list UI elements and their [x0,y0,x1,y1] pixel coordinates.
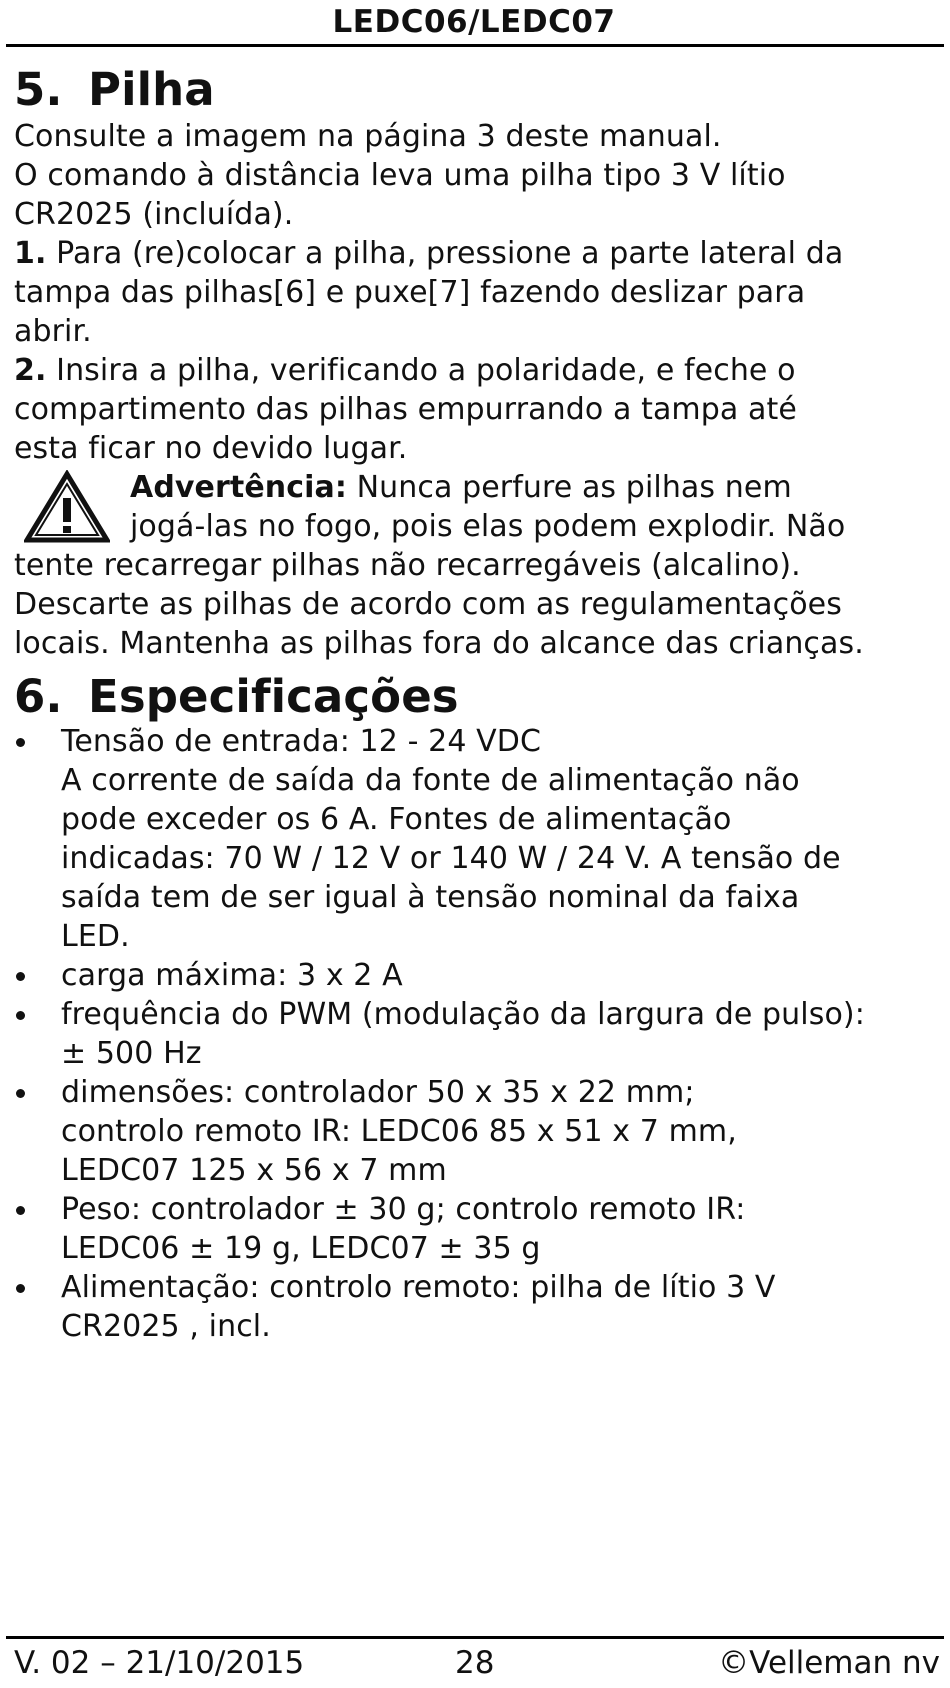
step-text: tampa das pilhas[6] e puxe[7] fazendo deslizar para [14,275,806,310]
step-text: Insira a pilha, verificando a polaridade, e feche o [56,353,796,388]
warning-text: tente recarregar pilhas não recarregáveis (alcalino). [14,548,801,583]
footer-version: V. 02 – 21/10/2015 [14,1645,305,1681]
step-number: 1. [14,236,47,271]
step-text: compartimento das pilhas empurrando a tampa até [14,392,797,427]
content [14,63,939,1346]
step-number: 2. [14,353,47,388]
intro-line: O comando à distância leva uma pilha tipo 3 V lítio [14,158,786,193]
list-item: Alimentação: controlo remoto: pilha de lítio 3 V CR2025 , incl. [14,1268,939,1346]
warning-triangle-icon [24,470,110,544]
bullet-icon [16,1011,25,1020]
section-battery-heading [14,63,939,116]
warning-text: Descarte as pilhas de acordo com as regulamentações [14,587,842,622]
section-specs-heading [14,670,939,723]
specs-list [14,722,939,1346]
list-item: carga máxima: 3 x 2 A [14,956,939,995]
header-title: LEDC06/LEDC07 [332,4,616,40]
header-divider [6,44,944,47]
bullet-icon [16,1089,25,1098]
step-text: esta ficar no devido lugar. [14,431,408,466]
section-number: 5. [14,63,63,116]
warning-text: locais. Mantenha as pilhas fora do alcance das crianças. [14,626,864,661]
bullet-icon [16,972,25,981]
step-text: abrir. [14,314,92,349]
warning-text: Nunca perfure as pilhas nem [356,470,792,505]
warning-text: jogá-las no fogo, pois elas podem explodir. Não [130,509,846,544]
section-title: Pilha [88,63,215,116]
intro-line: Consulte a imagem na página 3 deste manual. [14,119,722,154]
footer-page-number: 28 [455,1645,495,1681]
intro-line: CR2025 (incluída). [14,197,294,232]
battery-warning [14,468,939,663]
step-1 [14,234,939,351]
list-item: dimensões: controlador 50 x 35 x 22 mm; controlo remoto IR: LEDC06 85 x 51 x 7 mm, LEDC07 125 x 56 x 7 mm [14,1073,939,1190]
section-number: 6. [14,670,63,723]
bullet-icon [16,1284,25,1293]
list-item: Peso: controlador ± 30 g; controlo remoto IR: LEDC06 ± 19 g, LEDC07 ± 35 g [14,1190,939,1268]
step-2 [14,351,939,468]
footer-divider [6,1636,944,1639]
footer-copyright: ©Velleman nv [718,1645,940,1681]
list-item: Tensão de entrada: 12 - 24 VDC A corrente de saída da fonte de alimentação não pode exceder os 6 A. Fontes de alimentação indicadas: 70 W / 12 V or 140 W / 24 V. A tensão de saída tem de ser igual à tensão nominal da faixa LED. [14,722,939,956]
section-title: Especificações [88,670,459,723]
bullet-icon [16,1206,25,1215]
step-text: Para (re)colocar a pilha, pressione a parte lateral da [56,236,844,271]
list-item: frequência do PWM (modulação da largura de pulso): ± 500 Hz [14,995,939,1073]
warning-label: Advertência: [130,470,347,505]
bullet-icon [16,738,25,747]
